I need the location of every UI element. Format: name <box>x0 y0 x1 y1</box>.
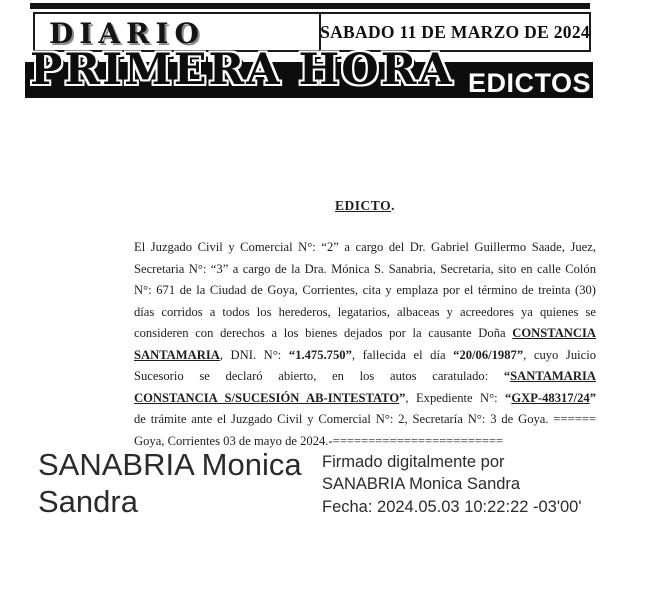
signature-detail-line2: SANABRIA Monica Sandra <box>322 475 521 494</box>
signature-name <box>38 446 302 520</box>
paper-name-main: PRIMERA HORA <box>30 45 454 95</box>
edict-line: consideren con derechos a los bienes dejados por la causante Doña CONSTANCIA <box>134 326 596 341</box>
edict-title-period: . <box>391 198 395 213</box>
edict-line: N°: 671 de la Ciudad de Goya, Corrientes, cita y emplaza por el término de treinta (30) <box>134 283 596 298</box>
edict-title-text: EDICTO <box>335 198 392 213</box>
signature-name-line1: SANABRIA Monica <box>38 447 302 482</box>
edict-line: CONSTANCIA S/SUCESIÓN AB-INTESTATO”, Expediente N°: “GXP-48317/24” <box>134 390 596 405</box>
edict-line: Secretaria N°: “3” a cargo de la Dra. Mónica S. Sanabria, Secretaria, sito en calle Colón <box>134 261 596 276</box>
signature-detail-line1: Firmado digitalmente por <box>322 453 505 471</box>
edict-line: SANTAMARIA, DNI. N°: “1.475.750”, fallecida el día “20/06/1987”, cuyo Juicio <box>134 347 596 362</box>
signature-name-line2: Sandra <box>38 484 138 519</box>
edict-line: días corridos a todos los herederos, legatarios, albaceas y acreedores ya quienes se <box>134 304 596 319</box>
top-rule <box>30 3 590 9</box>
section-label: EDICTOS <box>468 68 592 98</box>
edict-body <box>134 237 596 452</box>
edict-line: Goya, Corrientes 03 de mayo de 2024.-======================== <box>134 433 504 448</box>
edict-line: de trámite ante el Juzgado Civil y Comercial N°: 2, Secretaría N°: 3 de Goya. ====== <box>134 412 596 427</box>
signature-details <box>322 451 582 518</box>
paper-name-small: DIARIO <box>49 17 205 50</box>
edict-line: Sucesorio se declaró abierto, en los autos caratulado: “SANTAMARIA <box>134 369 596 384</box>
signature-detail-line3: Fecha: 2024.05.03 10:22:22 -03'00' <box>322 497 582 516</box>
issue-date: SABADO 11 DE MARZO DE 2024 <box>319 14 589 50</box>
edict-title <box>134 198 596 214</box>
edict-line: El Juzgado Civil y Comercial N°: “2” a cargo del Dr. Gabriel Guillermo Saade, Juez, <box>134 240 596 254</box>
